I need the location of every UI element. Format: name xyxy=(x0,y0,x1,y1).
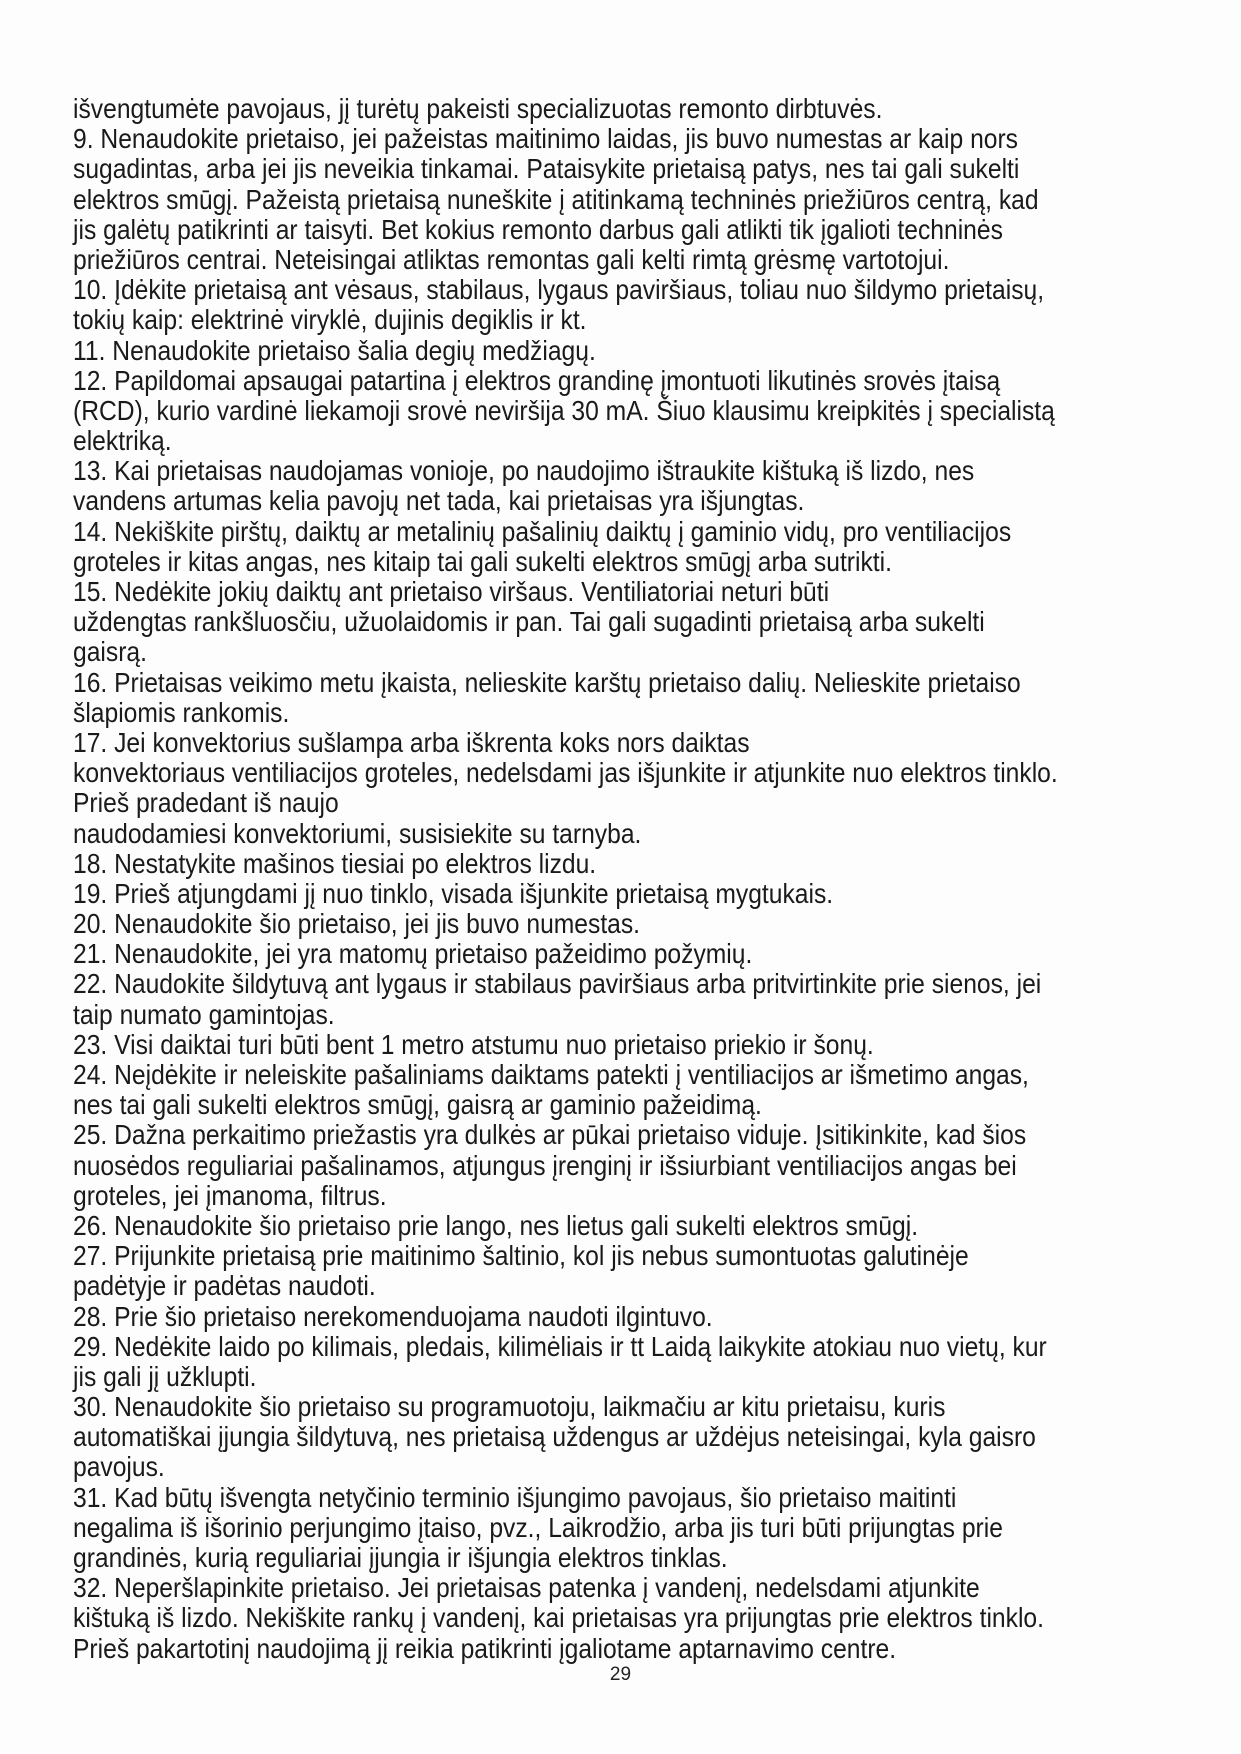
text-line: 23. Visi daiktai turi būti bent 1 metro atstumu nuo prietaiso priekio ir šonų. xyxy=(73,1028,874,1060)
text-line: 29. Nedėkite laido po kilimais, pledais, kilimėliais ir tt Laidą laikykite atokiau nuo vietų, kur xyxy=(73,1330,1047,1362)
text-line: 15. Nedėkite jokių daiktų ant prietaiso viršaus. Ventiliatoriai neturi būti xyxy=(73,576,830,607)
text-line: 17. Jei konvektorius sušlampa arba iškrenta koks nors daiktas xyxy=(73,726,750,758)
text-line: negalima iš išorinio perjungimo įtaiso, pvz., Laikrodžio, arba jis turi būti prijungtas prie xyxy=(73,1511,1003,1543)
text-line: 9. Nenaudokite prietaiso, jei pažeistas maitinimo laidas, jis buvo numestas ar kaip nors xyxy=(73,123,1019,155)
text-line: 30. Nenaudokite šio prietaiso su programuotoju, laikmačiu ar kitu prietaisu, kuris xyxy=(73,1391,946,1423)
text-line: 26. Nenaudokite šio prietaiso prie lango, nes lietus gali sukelti elektros smūgį. xyxy=(73,1209,919,1241)
text-line: taip numato gamintojas. xyxy=(73,998,335,1030)
safety-instructions-text xyxy=(73,93,1058,1664)
text-line: 16. Prietaisas veikimo metu įkaista, nelieskite karštų prietaiso dalių. Nelieskite prietaiso xyxy=(73,666,1021,698)
text-line: 10. Įdėkite prietaisą ant vėsaus, stabilaus, lygaus paviršiaus, toliau nuo šildymo prietaisų, xyxy=(73,274,1045,306)
text-line: kištuką iš lizdo. Nekiškite rankų į vandenį, kai prietaisas yra prijungtas prie elektros tinklo. xyxy=(73,1602,1044,1634)
text-line: elektros smūgį. Pažeistą prietaisą nuneškite į atitinkamą techninės priežiūros centrą, kad xyxy=(73,183,1039,215)
text-line: šlapiomis rankomis. xyxy=(73,696,290,728)
text-line: 31. Kad būtų išvengta netyčinio terminio išjungimo pavojaus, šio prietaiso maitinti xyxy=(73,1481,957,1513)
text-line: grandinės, kurią reguliariai įjungia ir išjungia elektros tinklas. xyxy=(73,1542,728,1573)
text-line: išvengtumėte pavojaus, jį turėtų pakeisti specializuotas remonto dirbtuvės. xyxy=(73,93,883,124)
text-line: konvektoriaus ventiliacijos groteles, nedelsdami jas išjunkite ir atjunkite nuo elektros tinklo. xyxy=(73,757,1058,789)
text-line: uždengtas rankšluosčiu, užuolaidomis ir pan. Tai gali sugadinti prietaisą arba sukelti xyxy=(73,606,985,638)
text-line: Prieš pradedant iš naujo xyxy=(73,787,339,819)
text-line: Prieš pakartotinį naudojimą jį reikia patikrinti įgaliotame aptarnavimo centre. xyxy=(73,1632,897,1664)
text-line: naudodamiesi konvektoriumi, susisiekite su tarnyba. xyxy=(73,817,642,849)
text-line: 32. Neperšlapinkite prietaiso. Jei prietaisas patenka į vandenį, nedelsdami atjunkite xyxy=(73,1572,980,1604)
text-line: 28. Prie šio prietaiso nerekomenduojama naudoti ilgintuvo. xyxy=(73,1300,713,1332)
text-line: vandens artumas kelia pavojų net tada, kai prietaisas yra išjungtas. xyxy=(73,485,805,517)
text-line: jis gali jį užklupti. xyxy=(73,1360,257,1392)
text-line: 11. Nenaudokite prietaiso šalia degių medžiagų. xyxy=(73,334,596,366)
text-line: automatiškai įjungia šildytuvą, nes prietaisą uždengus ar uždėjus neteisingai, kyla gaisro xyxy=(73,1421,1036,1453)
text-line: 21. Nenaudokite, jei yra matomų prietaiso pažeidimo požymių. xyxy=(73,938,753,970)
text-line: jis galėtų patikrinti ar taisyti. Bet kokius remonto darbus gali atlikti tik įgalioti techninės xyxy=(73,213,1003,245)
text-line: 13. Kai prietaisas naudojamas vonioje, po naudojimo ištraukite kištuką iš lizdo, nes xyxy=(73,455,975,487)
text-line: 20. Nenaudokite šio prietaiso, jei jis buvo numestas. xyxy=(73,908,641,940)
text-line: nes tai gali sukelti elektros smūgį, gaisrą ar gaminio pažeidimą. xyxy=(73,1089,762,1121)
text-line: elektriką. xyxy=(73,425,172,457)
text-line: groteles, jei įmanoma, filtrus. xyxy=(73,1179,387,1211)
text-line: pavojus. xyxy=(73,1451,165,1483)
text-line: 19. Prieš atjungdami jį nuo tinklo, visada išjunkite prietaisą mygtukais. xyxy=(73,877,834,909)
page-number: 29 xyxy=(609,1664,632,1685)
text-line: 14. Nekiškite pirštų, daiktų ar metalinių pašalinių daiktų į gaminio vidų, pro ventiliacijos xyxy=(73,515,1012,547)
text-line: priežiūros centrai. Neteisingai atliktas remontas gali kelti rimtą grėsmę vartotojui. xyxy=(73,243,950,275)
text-line: 12. Papildomai apsaugai patartina į elektros grandinę įmontuoti likutinės srovės įtaisą xyxy=(73,364,1001,396)
text-line: groteles ir kitas angas, nes kitaip tai gali sukelti elektros smūgį arba sutrikti. xyxy=(73,545,892,577)
text-line: 18. Nestatykite mašinos tiesiai po elektros lizdu. xyxy=(73,847,597,879)
text-line: 22. Naudokite šildytuvą ant lygaus ir stabilaus paviršiaus arba pritvirtinkite prie sienos, jei xyxy=(73,968,1042,1000)
text-line: 24. Neįdėkite ir neleiskite pašaliniams daiktams patekti į ventiliacijos ar išmetimo angas, xyxy=(73,1059,1029,1090)
text-line: (RCD), kurio vardinė liekamoji srovė neviršija 30 mA. Šiuo klausimu kreipkitės į specialistą xyxy=(73,394,1055,426)
text-line: sugadintas, arba jei jis neveikia tinkamai. Pataisykite prietaisą patys, nes tai gali sukelti xyxy=(73,153,1020,185)
text-line: gaisrą. xyxy=(73,636,147,668)
text-line: 25. Dažna perkaitimo priežastis yra dulkės ar pūkai prietaiso viduje. Įsitikinkite, kad šios xyxy=(73,1119,1027,1151)
text-line: nuosėdos reguliariai pašalinamos, atjungus įrenginį ir išsiurbiant ventiliacijos angas bei xyxy=(73,1149,1017,1181)
text-line: padėtyje ir padėtas naudoti. xyxy=(73,1270,376,1302)
text-line: tokių kaip: elektrinė viryklė, dujinis degiklis ir kt. xyxy=(73,304,587,336)
text-line: 27. Prijunkite prietaisą prie maitinimo šaltinio, kol jis nebus sumontuotas galutinėje xyxy=(73,1240,969,1272)
